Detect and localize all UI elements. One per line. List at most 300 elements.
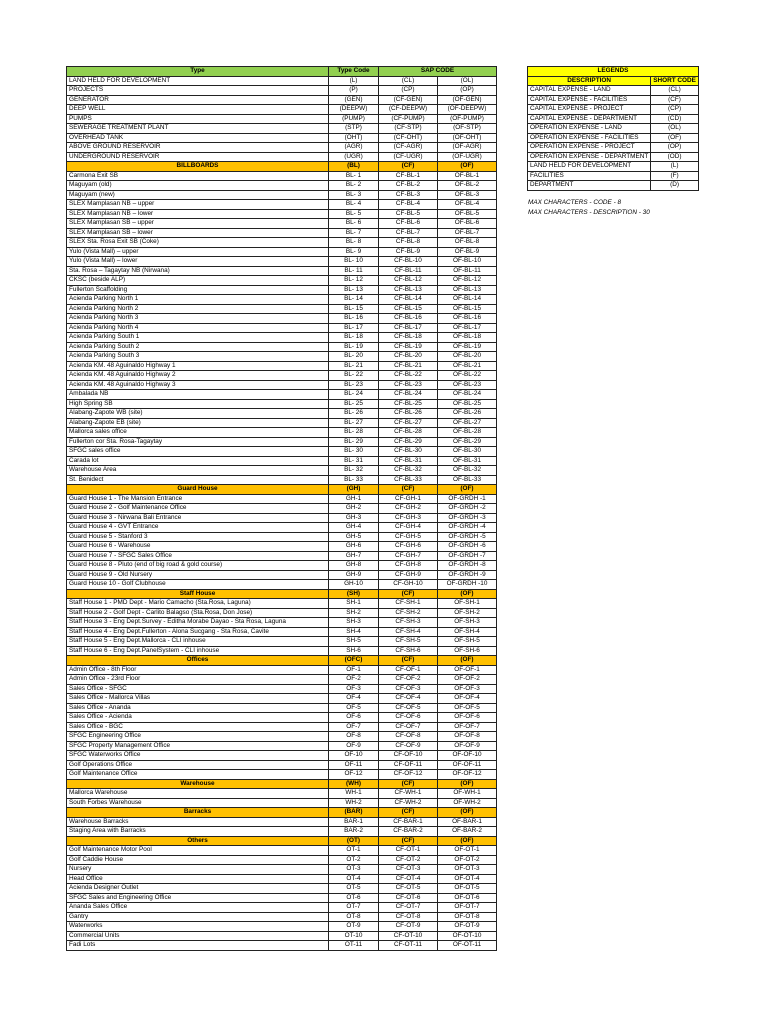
type-code-cell: BL- 33 bbox=[329, 475, 379, 485]
sap-code-capital-cell: CF-OF-11 bbox=[379, 760, 438, 770]
sap-code-capital-cell: CF-GH-4 bbox=[379, 523, 438, 533]
sap-code-capital-cell: CF-OT-2 bbox=[379, 855, 438, 865]
type-code-cell: (DEEPW) bbox=[329, 105, 379, 115]
table-row bbox=[67, 922, 497, 932]
table-row bbox=[67, 209, 497, 219]
legend-short-code: (OP) bbox=[651, 143, 699, 153]
table-row bbox=[67, 171, 497, 181]
type-code-cell: OT-2 bbox=[329, 855, 379, 865]
table-row bbox=[67, 732, 497, 742]
sap-code-operation-cell: OF-OF-12 bbox=[438, 770, 497, 780]
sap-code-capital-cell: CF-BL-10 bbox=[379, 257, 438, 267]
type-cell: Staff House 5 - Eng Dept.Mallorca - CLI inhouse bbox=[67, 637, 329, 647]
sap-code-capital-cell: CF-BL-22 bbox=[379, 371, 438, 381]
sap-code-capital-cell: CF-BL-1 bbox=[379, 171, 438, 181]
sap-code-operation-cell: OF-OF-6 bbox=[438, 713, 497, 723]
table-row bbox=[67, 703, 497, 713]
legends-header-row bbox=[528, 76, 699, 86]
legend-description: FACILITIES bbox=[528, 171, 651, 181]
sap-code-operation-cell: (OF-DEEPW) bbox=[438, 105, 497, 115]
type-code-cell: (BAR) bbox=[329, 808, 379, 818]
type-code-cell: BL- 8 bbox=[329, 238, 379, 248]
type-code-cell: SH-3 bbox=[329, 618, 379, 628]
sap-code-operation-cell: (OF-PUMP) bbox=[438, 114, 497, 124]
table-row bbox=[67, 551, 497, 561]
type-cell: ABOVE GROUND RESERVOIR bbox=[67, 143, 329, 153]
type-cell: Guard House 9 - Old Nursery bbox=[67, 570, 329, 580]
type-cell: Sta. Rosa – Tagaytay NB (Nirwana) bbox=[67, 266, 329, 276]
table-row bbox=[67, 789, 497, 799]
type-cell: South Forbes Warehouse bbox=[67, 798, 329, 808]
legend-row bbox=[528, 181, 699, 191]
type-code-cell: BL- 29 bbox=[329, 437, 379, 447]
sap-code-capital-cell: CF-BL-25 bbox=[379, 399, 438, 409]
type-cell: SEWERAGE TREATMENT PLANT bbox=[67, 124, 329, 134]
table-row bbox=[67, 247, 497, 257]
type-cell: Others bbox=[67, 836, 329, 846]
type-code-cell: SH-1 bbox=[329, 599, 379, 609]
table-row bbox=[67, 627, 497, 637]
type-code-cell: BL- 13 bbox=[329, 285, 379, 295]
legend-row bbox=[528, 86, 699, 96]
section-header-row bbox=[67, 162, 497, 172]
type-code-cell: GH-3 bbox=[329, 513, 379, 523]
type-code-cell: OT-7 bbox=[329, 903, 379, 913]
sap-code-operation-cell: (OF-UGR) bbox=[438, 152, 497, 162]
table-row bbox=[67, 418, 497, 428]
sap-code-capital-cell: CF-SH-6 bbox=[379, 646, 438, 656]
type-code-cell: OF-12 bbox=[329, 770, 379, 780]
type-cell: LAND HELD FOR DEVELOPMENT bbox=[67, 76, 329, 86]
legend-short-code: (CF) bbox=[651, 95, 699, 105]
table-row bbox=[67, 238, 497, 248]
sap-code-capital-cell: CF-BL-19 bbox=[379, 342, 438, 352]
type-cell: Acienda Parking North 4 bbox=[67, 323, 329, 333]
type-cell: Nursery bbox=[67, 865, 329, 875]
table-row bbox=[67, 257, 497, 267]
type-cell: SFGC Engineering Office bbox=[67, 732, 329, 742]
type-code-cell: (OHT) bbox=[329, 133, 379, 143]
table-row bbox=[67, 637, 497, 647]
type-code-cell: OF-1 bbox=[329, 665, 379, 675]
sap-code-operation-cell: OF-BL-3 bbox=[438, 190, 497, 200]
sap-code-operation-cell: (OF) bbox=[438, 485, 497, 495]
type-cell: CKSC (beside ALP) bbox=[67, 276, 329, 286]
type-cell: GENERATOR bbox=[67, 95, 329, 105]
type-code-cell: OT-8 bbox=[329, 912, 379, 922]
section-header-row bbox=[67, 656, 497, 666]
sap-code-capital-cell: CF-OF-5 bbox=[379, 703, 438, 713]
sap-code-operation-cell: OF-BL-25 bbox=[438, 399, 497, 409]
table-row bbox=[67, 95, 497, 105]
type-cell: PUMPS bbox=[67, 114, 329, 124]
type-cell: Guard House bbox=[67, 485, 329, 495]
table-row bbox=[67, 931, 497, 941]
table-row bbox=[67, 76, 497, 86]
sap-code-operation-cell: OF-BL-10 bbox=[438, 257, 497, 267]
type-cell: Guard House 7 - SFGC Sales Office bbox=[67, 551, 329, 561]
sap-code-capital-cell: CF-SH-3 bbox=[379, 618, 438, 628]
table-row bbox=[67, 475, 497, 485]
table-row bbox=[67, 722, 497, 732]
type-code-cell: OT-4 bbox=[329, 874, 379, 884]
sap-code-operation-cell: OF-OT-10 bbox=[438, 931, 497, 941]
legend-row bbox=[528, 114, 699, 124]
sap-code-capital-cell: (CF-GEN) bbox=[379, 95, 438, 105]
sap-code-operation-cell: OF-OT-2 bbox=[438, 855, 497, 865]
sap-code-operation-cell: OF-WH-1 bbox=[438, 789, 497, 799]
type-code-cell: (BL) bbox=[329, 162, 379, 172]
type-cell: Acienda Parking South 3 bbox=[67, 352, 329, 362]
table-row bbox=[67, 798, 497, 808]
type-code-cell: OF-4 bbox=[329, 694, 379, 704]
sap-code-capital-cell: CF-BL-33 bbox=[379, 475, 438, 485]
type-code-cell: GH-1 bbox=[329, 494, 379, 504]
sap-code-operation-cell: OF-GRDH -3 bbox=[438, 513, 497, 523]
table-row bbox=[67, 846, 497, 856]
legend-description: DEPARTMENT bbox=[528, 181, 651, 191]
sap-code-capital-cell: CF-OT-8 bbox=[379, 912, 438, 922]
type-code-cell: BL- 24 bbox=[329, 390, 379, 400]
sap-code-capital-cell: (CF-AGR) bbox=[379, 143, 438, 153]
type-code-cell: OF-7 bbox=[329, 722, 379, 732]
sap-code-operation-cell: OF-GRDH -7 bbox=[438, 551, 497, 561]
type-cell: Acienda Parking North 2 bbox=[67, 304, 329, 314]
type-code-cell: OT-3 bbox=[329, 865, 379, 875]
type-code-cell: (UGR) bbox=[329, 152, 379, 162]
type-cell: Warehouse Area bbox=[67, 466, 329, 476]
legends-table-body bbox=[528, 67, 699, 191]
legend-description: CAPITAL EXPENSE - PROJECT bbox=[528, 105, 651, 115]
type-cell: Sales Office - SFGC bbox=[67, 684, 329, 694]
sap-code-capital-cell: CF-BL-9 bbox=[379, 247, 438, 257]
table-row bbox=[67, 599, 497, 609]
sap-code-operation-cell: (OF) bbox=[438, 808, 497, 818]
legend-row bbox=[528, 171, 699, 181]
type-code-cell: BL- 30 bbox=[329, 447, 379, 457]
table-row bbox=[67, 903, 497, 913]
type-cell: Acienda KM. 48 Aguinaldo Highway 2 bbox=[67, 371, 329, 381]
sap-code-operation-cell: OF-SH-3 bbox=[438, 618, 497, 628]
type-cell: Maguyam (new) bbox=[67, 190, 329, 200]
sap-code-operation-cell: OF-BL-32 bbox=[438, 466, 497, 476]
type-cell: Guard House 6 - Warehouse bbox=[67, 542, 329, 552]
sap-code-capital-cell: (CF-UGR) bbox=[379, 152, 438, 162]
type-code-cell: SH-4 bbox=[329, 627, 379, 637]
sap-code-operation-cell: (OF-STP) bbox=[438, 124, 497, 134]
sap-code-operation-cell: OF-GRDH -6 bbox=[438, 542, 497, 552]
sap-code-operation-cell: OF-BL-33 bbox=[438, 475, 497, 485]
asset-code-table bbox=[66, 66, 497, 951]
sap-code-operation-cell: (OP) bbox=[438, 86, 497, 96]
type-code-cell: OT-6 bbox=[329, 893, 379, 903]
sap-code-capital-cell: CF-OF-4 bbox=[379, 694, 438, 704]
table-row bbox=[67, 437, 497, 447]
sap-code-capital-cell: CF-BL-18 bbox=[379, 333, 438, 343]
table-row bbox=[67, 542, 497, 552]
sap-code-operation-cell: OF-OT-4 bbox=[438, 874, 497, 884]
sap-code-operation-cell: OF-BL-26 bbox=[438, 409, 497, 419]
sap-code-capital-cell: CF-BL-21 bbox=[379, 361, 438, 371]
legend-row bbox=[528, 162, 699, 172]
sap-code-operation-cell: OF-OT-8 bbox=[438, 912, 497, 922]
type-cell: Maguyam (old) bbox=[67, 181, 329, 191]
sap-code-capital-cell: CF-OT-7 bbox=[379, 903, 438, 913]
type-code-cell: (GEN) bbox=[329, 95, 379, 105]
sap-code-capital-cell: CF-BL-28 bbox=[379, 428, 438, 438]
type-cell: Staff House 1 - PMD Dept - Mario Camacho (Sta.Rosa, Laguna) bbox=[67, 599, 329, 609]
type-code-cell: OF-9 bbox=[329, 741, 379, 751]
sap-code-capital-cell: CF-BAR-1 bbox=[379, 817, 438, 827]
legends-header-short-code: SHORT CODE bbox=[651, 76, 699, 86]
sap-code-operation-cell: OF-BL-31 bbox=[438, 456, 497, 466]
sap-code-capital-cell: CF-WH-2 bbox=[379, 798, 438, 808]
asset-code-table-body bbox=[67, 67, 497, 951]
type-code-cell: BAR-2 bbox=[329, 827, 379, 837]
table-row bbox=[67, 532, 497, 542]
table-row bbox=[67, 912, 497, 922]
sap-code-capital-cell: CF-BL-29 bbox=[379, 437, 438, 447]
legends-title: LEGENDS bbox=[528, 67, 699, 77]
sap-code-operation-cell: OF-BL-6 bbox=[438, 219, 497, 229]
type-code-cell: (SH) bbox=[329, 589, 379, 599]
type-cell: Barracks bbox=[67, 808, 329, 818]
type-code-cell: OF-10 bbox=[329, 751, 379, 761]
sap-code-capital-cell: CF-BL-20 bbox=[379, 352, 438, 362]
type-code-cell: OF-6 bbox=[329, 713, 379, 723]
sap-code-operation-cell: OF-BL-14 bbox=[438, 295, 497, 305]
table-row bbox=[67, 152, 497, 162]
sap-code-capital-cell: CF-SH-2 bbox=[379, 608, 438, 618]
type-cell: Guard House 4 - GVT Entrance bbox=[67, 523, 329, 533]
sap-code-capital-cell: CF-OT-11 bbox=[379, 941, 438, 951]
type-code-cell: (STP) bbox=[329, 124, 379, 134]
type-cell: SLEX Mamplasan SB – lower bbox=[67, 228, 329, 238]
sap-code-operation-cell: OF-GRDH -1 bbox=[438, 494, 497, 504]
sap-code-capital-cell: CF-OT-4 bbox=[379, 874, 438, 884]
legend-description: CAPITAL EXPENSE - DEPARTMENT bbox=[528, 114, 651, 124]
type-code-cell: BL- 11 bbox=[329, 266, 379, 276]
type-code-cell: OT-1 bbox=[329, 846, 379, 856]
sap-code-capital-cell: CF-GH-10 bbox=[379, 580, 438, 590]
sap-code-operation-cell: OF-BL-18 bbox=[438, 333, 497, 343]
type-code-cell: GH-7 bbox=[329, 551, 379, 561]
section-header-row bbox=[67, 589, 497, 599]
sap-code-operation-cell: OF-SH-6 bbox=[438, 646, 497, 656]
type-cell: SFGC sales office bbox=[67, 447, 329, 457]
legend-row bbox=[528, 124, 699, 134]
type-code-cell: BL- 15 bbox=[329, 304, 379, 314]
sap-code-capital-cell: (CF) bbox=[379, 836, 438, 846]
type-cell: Golf Maintenance Motor Pool bbox=[67, 846, 329, 856]
type-code-cell: BL- 9 bbox=[329, 247, 379, 257]
type-cell: BILLBOARDS bbox=[67, 162, 329, 172]
sap-code-capital-cell: CF-BL-7 bbox=[379, 228, 438, 238]
table-row bbox=[67, 143, 497, 153]
sap-code-capital-cell: CF-OF-10 bbox=[379, 751, 438, 761]
type-cell: Golf Maintenance Office bbox=[67, 770, 329, 780]
table-row bbox=[67, 760, 497, 770]
sap-code-operation-cell: OF-OT-11 bbox=[438, 941, 497, 951]
type-code-cell: BL- 21 bbox=[329, 361, 379, 371]
type-code-cell: OT-11 bbox=[329, 941, 379, 951]
legend-description: OPERATION EXPENSE - DEPARTMENT bbox=[528, 152, 651, 162]
type-code-cell: (P) bbox=[329, 86, 379, 96]
type-cell: Mallorca Warehouse bbox=[67, 789, 329, 799]
sap-code-operation-cell: (OF-GEN) bbox=[438, 95, 497, 105]
sap-code-operation-cell: (OF) bbox=[438, 656, 497, 666]
type-code-cell: WH-1 bbox=[329, 789, 379, 799]
sap-code-operation-cell: OF-BL-4 bbox=[438, 200, 497, 210]
sap-code-operation-cell: OF-OT-3 bbox=[438, 865, 497, 875]
type-cell: Offices bbox=[67, 656, 329, 666]
table-row bbox=[67, 456, 497, 466]
table-row bbox=[67, 266, 497, 276]
type-cell: Waterworks bbox=[67, 922, 329, 932]
type-cell: High Spring SB bbox=[67, 399, 329, 409]
table-row bbox=[67, 228, 497, 238]
type-code-cell: BL- 12 bbox=[329, 276, 379, 286]
sap-code-capital-cell: CF-OF-2 bbox=[379, 675, 438, 685]
legends-title-row bbox=[528, 67, 699, 77]
type-code-cell: GH-9 bbox=[329, 570, 379, 580]
sap-code-capital-cell: CF-OF-9 bbox=[379, 741, 438, 751]
legend-description: CAPITAL EXPENSE - LAND bbox=[528, 86, 651, 96]
sap-code-capital-cell: CF-GH-7 bbox=[379, 551, 438, 561]
sap-code-operation-cell: OF-OF-10 bbox=[438, 751, 497, 761]
table-row bbox=[67, 342, 497, 352]
sap-code-capital-cell: CF-OT-3 bbox=[379, 865, 438, 875]
sap-code-operation-cell: OF-OT-6 bbox=[438, 893, 497, 903]
type-cell: DEEP WELL bbox=[67, 105, 329, 115]
type-code-cell: BL- 31 bbox=[329, 456, 379, 466]
legend-short-code: (CD) bbox=[651, 114, 699, 124]
sap-code-capital-cell: (CF) bbox=[379, 162, 438, 172]
sap-code-capital-cell: CF-BL-6 bbox=[379, 219, 438, 229]
sap-code-operation-cell: OF-BL-24 bbox=[438, 390, 497, 400]
type-code-cell: WH-2 bbox=[329, 798, 379, 808]
type-cell: Staff House 4 - Eng Dept.Fullerton - Alona Sucgang - Sta Rosa, Cavite bbox=[67, 627, 329, 637]
section-header-row bbox=[67, 485, 497, 495]
type-code-cell: (L) bbox=[329, 76, 379, 86]
type-cell: Warehouse Barracks bbox=[67, 817, 329, 827]
sap-code-capital-cell: (CF) bbox=[379, 656, 438, 666]
sap-code-capital-cell: CF-BL-8 bbox=[379, 238, 438, 248]
table-row bbox=[67, 380, 497, 390]
sap-code-capital-cell: CF-BL-4 bbox=[379, 200, 438, 210]
sap-code-operation-cell: OF-OF-7 bbox=[438, 722, 497, 732]
sap-code-operation-cell: OF-BL-20 bbox=[438, 352, 497, 362]
table-row bbox=[67, 114, 497, 124]
sap-code-operation-cell: OF-OT-5 bbox=[438, 884, 497, 894]
type-cell: Guard House 1 - The Mansion Entrance bbox=[67, 494, 329, 504]
table-row bbox=[67, 399, 497, 409]
table-row bbox=[67, 304, 497, 314]
type-code-cell: OF-2 bbox=[329, 675, 379, 685]
sap-code-operation-cell: OF-BL-16 bbox=[438, 314, 497, 324]
type-cell: Gantry bbox=[67, 912, 329, 922]
type-code-cell: OF-5 bbox=[329, 703, 379, 713]
sap-code-capital-cell: (CF-DEEPW) bbox=[379, 105, 438, 115]
legend-description: OPERATION EXPENSE - LAND bbox=[528, 124, 651, 134]
sap-code-capital-cell: CF-BL-11 bbox=[379, 266, 438, 276]
type-code-cell: SH-6 bbox=[329, 646, 379, 656]
type-code-cell: (WH) bbox=[329, 779, 379, 789]
table-row bbox=[67, 285, 497, 295]
table-row bbox=[67, 466, 497, 476]
type-cell: Acienda Parking North 1 bbox=[67, 295, 329, 305]
sap-code-operation-cell: (OL) bbox=[438, 76, 497, 86]
sap-code-capital-cell: CF-GH-9 bbox=[379, 570, 438, 580]
type-cell: PROJECTS bbox=[67, 86, 329, 96]
sap-code-operation-cell: OF-OF-8 bbox=[438, 732, 497, 742]
sap-code-operation-cell: OF-GRDH -4 bbox=[438, 523, 497, 533]
type-cell: Staff House 3 - Eng Dept.Survey - Editha Morabe Dayao - Sta Rosa, Laguna bbox=[67, 618, 329, 628]
type-cell: Carmona Exit SB bbox=[67, 171, 329, 181]
sap-code-operation-cell: OF-BL-21 bbox=[438, 361, 497, 371]
type-cell: Guard House 5 - Stanford 3 bbox=[67, 532, 329, 542]
sap-code-operation-cell: OF-BL-7 bbox=[438, 228, 497, 238]
note-max-description: MAX CHARACTERS - DESCRIPTION - 30 bbox=[528, 209, 650, 216]
sap-code-operation-cell: OF-GRDH -9 bbox=[438, 570, 497, 580]
type-code-cell: BL- 5 bbox=[329, 209, 379, 219]
sap-code-operation-cell: OF-BAR-1 bbox=[438, 817, 497, 827]
sap-code-capital-cell: CF-BL-32 bbox=[379, 466, 438, 476]
sap-code-capital-cell: CF-BL-13 bbox=[379, 285, 438, 295]
type-cell: Acienda Parking South 2 bbox=[67, 342, 329, 352]
type-code-cell: BL- 27 bbox=[329, 418, 379, 428]
table-row bbox=[67, 665, 497, 675]
type-cell: St. Benidect bbox=[67, 475, 329, 485]
legend-row bbox=[528, 95, 699, 105]
legend-row bbox=[528, 133, 699, 143]
sap-code-capital-cell: CF-BL-5 bbox=[379, 209, 438, 219]
type-cell: Staff House 6 - Eng Dept.PanelSystem - CLI inhouse bbox=[67, 646, 329, 656]
table-row bbox=[67, 428, 497, 438]
type-code-cell: BL- 28 bbox=[329, 428, 379, 438]
table-row bbox=[67, 200, 497, 210]
sap-code-operation-cell: OF-BL-17 bbox=[438, 323, 497, 333]
type-code-cell: (OFC) bbox=[329, 656, 379, 666]
legend-row bbox=[528, 152, 699, 162]
table-row bbox=[67, 618, 497, 628]
type-code-cell: (GH) bbox=[329, 485, 379, 495]
table-row bbox=[67, 314, 497, 324]
sap-code-capital-cell: CF-GH-8 bbox=[379, 561, 438, 571]
type-code-cell: BL- 16 bbox=[329, 314, 379, 324]
type-code-cell: BL- 3 bbox=[329, 190, 379, 200]
type-cell: Head Office bbox=[67, 874, 329, 884]
table-row bbox=[67, 608, 497, 618]
table-row bbox=[67, 219, 497, 229]
sap-code-operation-cell: OF-BL-9 bbox=[438, 247, 497, 257]
sap-code-capital-cell: CF-BL-12 bbox=[379, 276, 438, 286]
sap-code-operation-cell: OF-OF-2 bbox=[438, 675, 497, 685]
sap-code-capital-cell: CF-OF-8 bbox=[379, 732, 438, 742]
sap-code-capital-cell: CF-BL-24 bbox=[379, 390, 438, 400]
table-row bbox=[67, 133, 497, 143]
type-cell: Yulo (Vista Mall) – upper bbox=[67, 247, 329, 257]
sap-code-capital-cell: (CF) bbox=[379, 485, 438, 495]
type-code-cell: BL- 1 bbox=[329, 171, 379, 181]
sap-code-capital-cell: CF-OT-1 bbox=[379, 846, 438, 856]
table-row bbox=[67, 276, 497, 286]
type-cell: Admin Office - 8th Floor bbox=[67, 665, 329, 675]
type-code-cell: OF-11 bbox=[329, 760, 379, 770]
type-code-cell: (OT) bbox=[329, 836, 379, 846]
type-code-cell: SH-2 bbox=[329, 608, 379, 618]
table-row bbox=[67, 570, 497, 580]
